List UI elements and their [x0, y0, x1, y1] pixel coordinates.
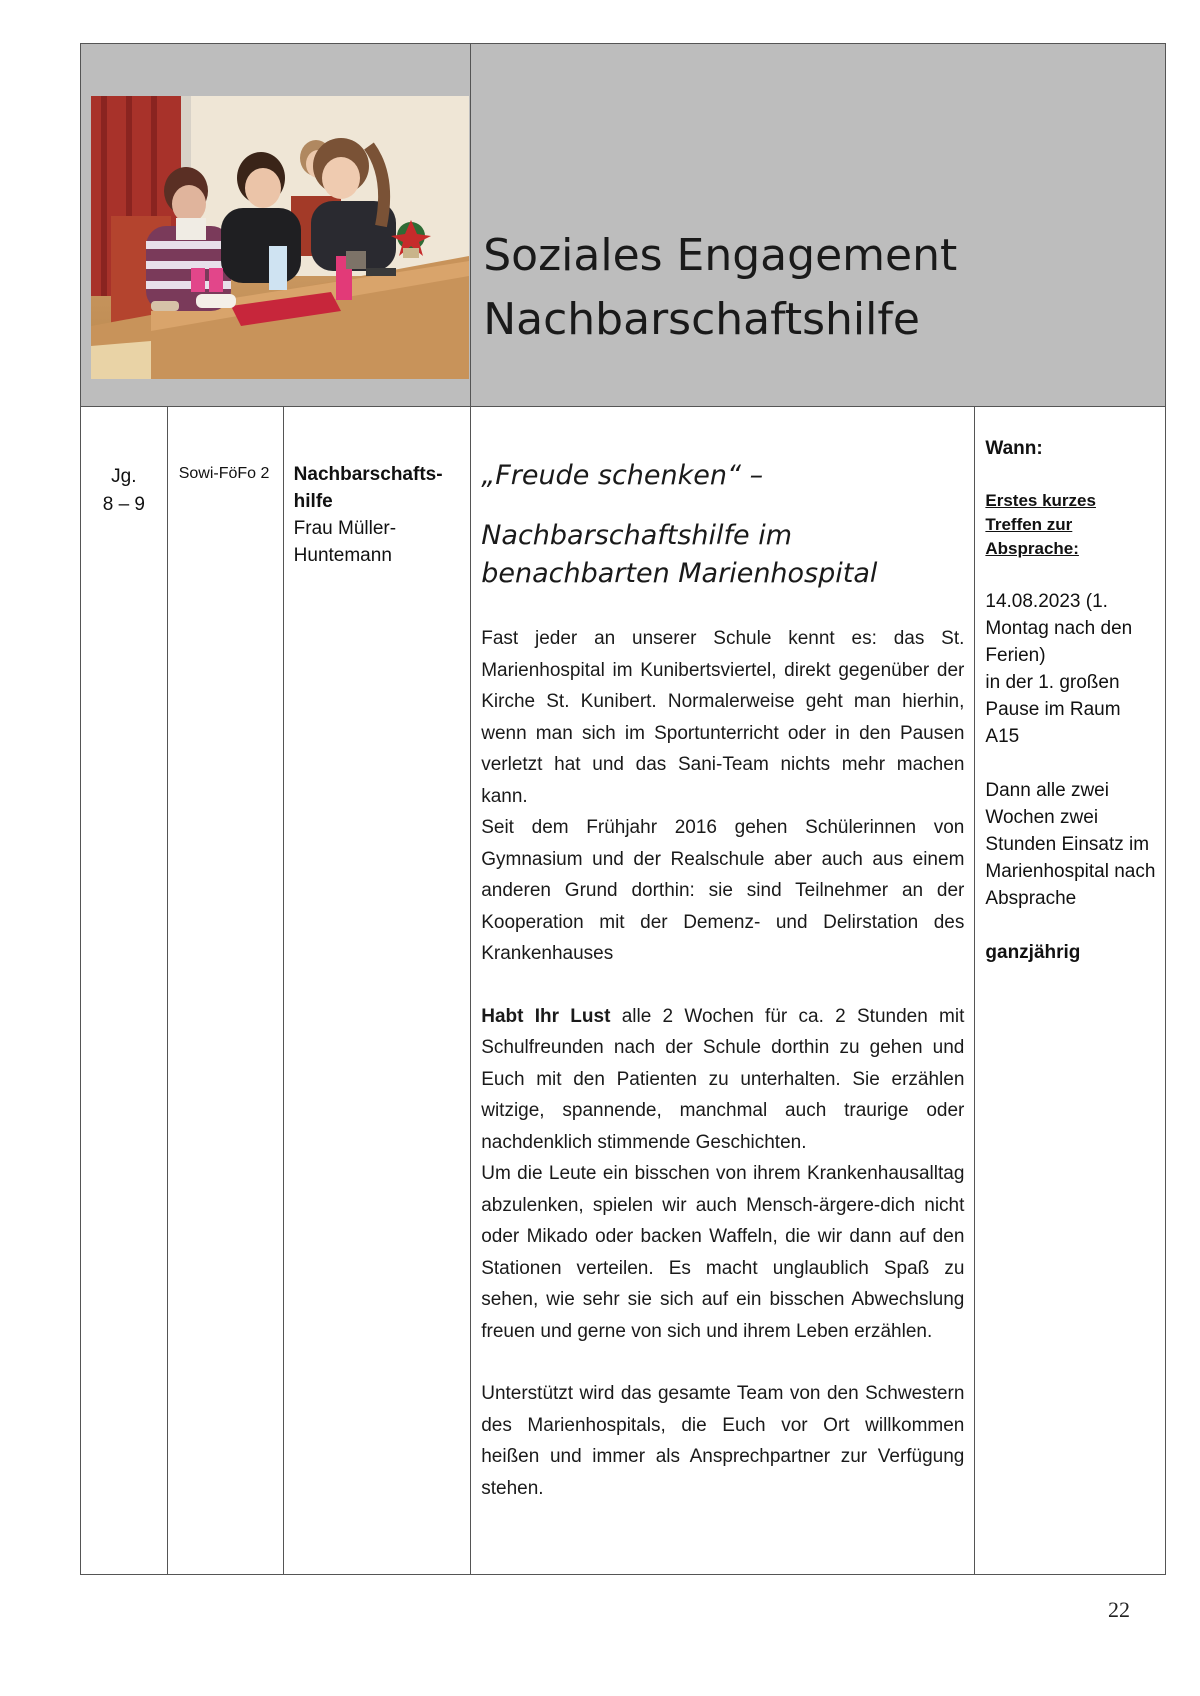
first-meeting-place: in der 1. großen Pause im Raum A15 — [985, 672, 1121, 747]
title-cell — [471, 44, 1166, 407]
when-label: Wann: — [985, 438, 1043, 459]
description-subheading: Nachbarschaftshilfe im benachbarten Marienhospital — [481, 520, 878, 589]
description-cell — [471, 407, 975, 1575]
content-row — [81, 407, 1166, 1575]
header-row — [81, 44, 1166, 407]
photo-cell — [81, 44, 471, 407]
schedule-text: Dann alle zwei Wochen zwei Stunden Einsatz im Marienhospital nach Absprache — [985, 780, 1156, 909]
paragraph-3-lead: Habt Ihr Lust — [481, 1005, 611, 1027]
course-cell — [167, 407, 283, 1575]
title-line-1: Soziales Engagement — [483, 230, 958, 281]
first-meeting-label: Erstes kurzes Treffen zur Absprache: — [985, 491, 1096, 558]
project-title: Nachbarschafts-hilfe — [293, 464, 443, 512]
description-heading: „Freude schenken“ – — [481, 460, 764, 491]
course-name: Sowi-FöFo 2 — [178, 465, 270, 482]
page-number: 22 — [1108, 1597, 1130, 1622]
grade-range: 8 – 9 — [102, 494, 145, 515]
grade-cell — [81, 407, 168, 1575]
photo-illustration — [91, 96, 469, 379]
project-cell — [283, 407, 471, 1575]
group-photo — [91, 96, 469, 379]
first-meeting-date: 14.08.2023 (1. Montag nach den Ferien) — [985, 591, 1133, 666]
grade-label: Jg. — [111, 466, 137, 487]
duration-text: ganzjährig — [985, 942, 1081, 963]
teacher-name: Frau Müller-Huntemann — [293, 518, 397, 566]
description-paragraph-3 — [481, 1001, 964, 1159]
description-paragraph-1: Fast jeder an unserer Schule kennt es: das St. Marienhospital im Kunibertsviertel, direkt gegenüber der Kirche St. Kunibert. Normalerweise geht man hierhin, wenn man sich im Sportunterricht oder in den Pausen verletzt hat und das Sani-Team nichts mehr machen kann. — [481, 628, 965, 807]
title-line-2: Nachbarschaftshilfe — [483, 294, 920, 345]
flyer-table — [80, 43, 1166, 1575]
page-title — [483, 224, 957, 352]
paragraph-3-text: alle 2 Wochen für ca. 2 Stunden mit Schulfreunden nach der Schule dorthin zu gehen und Euch mit den Patienten zu unterhalten. Sie erzählen witzige, spannende, manchmal auch traurige oder nachdenklich stimmende Geschichten. — [481, 1005, 965, 1153]
description-paragraph-4: Um die Leute ein bisschen von ihrem Krankenhausalltag abzulenken, spielen wir auch Mensch-ärgere-dich nicht oder Mikado oder backen Waffeln, die wir dann auf den Stationen verteilen. Es macht unglaublich Spaß zu sehen, wie sehr sie sich auf ein bisschen Abwechslung freuen und gerne von sich und ihrem Leben erzählen. — [481, 1163, 965, 1342]
description-paragraph-5: Unterstützt wird das gesamte Team von den Schwestern des Marienhospitals, die Euch vor Ort willkommen heißen und immer als Ansprechpartner zur Verfügung stehen. — [481, 1383, 965, 1499]
description-paragraph-2: Seit dem Frühjahr 2016 gehen Schülerinnen von Gymnasium und der Realschule aber auch aus einem anderen Grund dorthin: sie sind Teilnehmer an der Kooperation mit der Demenz- und Delirstation des Krankenhauses — [481, 817, 965, 964]
schedule-cell — [975, 407, 1166, 1575]
